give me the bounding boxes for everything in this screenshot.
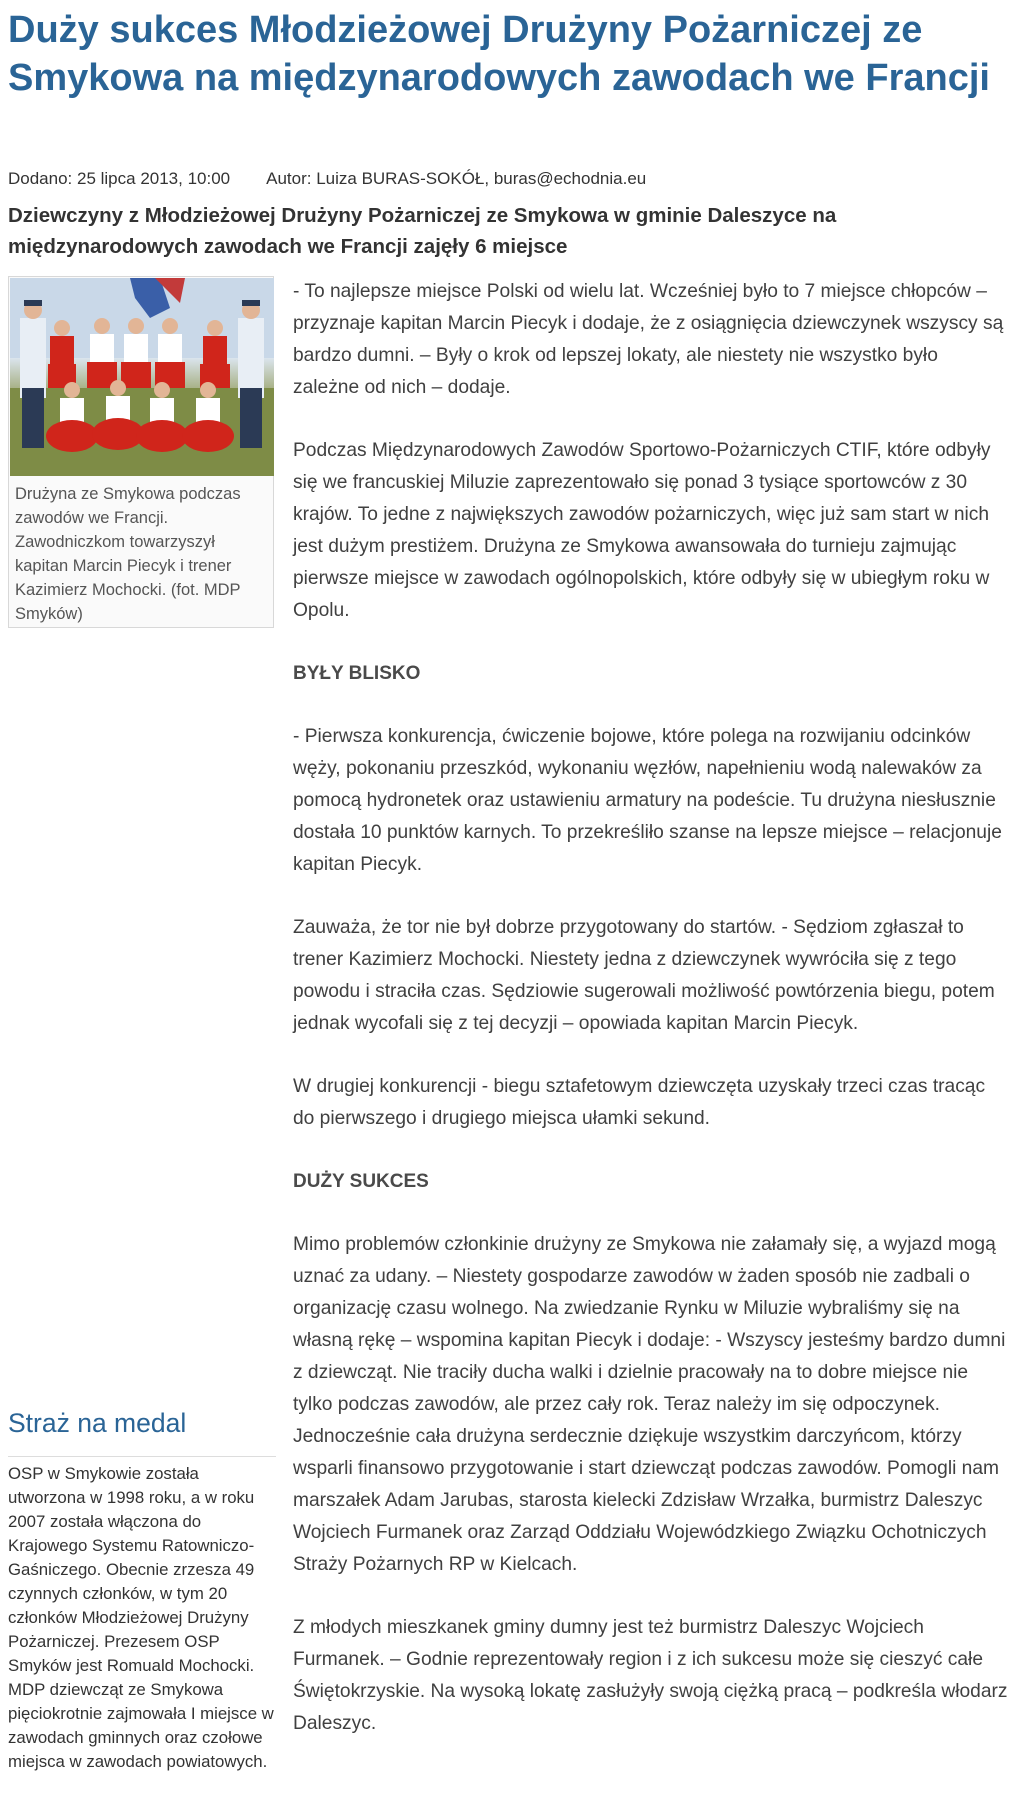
section-heading: BYŁY BLISKO [293, 663, 421, 684]
section-heading: DUŻY SUKCES [293, 1171, 429, 1192]
sidebar-divider [8, 1456, 276, 1457]
article-meta [8, 169, 1008, 189]
article-paragraph: Mimo problemów członkinie drużyny ze Smykowa nie załamały się, a wyjazd mogą uznać za udany. – Niestety gospodarze zawodów w żaden sposób nie zadbali o organizację czasu wolnego. Na zwiedzanie Rynku w Miluzie wybraliśmy się na własną rękę – wspomina kapitan Piecyk i dodaje: - Wszyscy jesteśmy bardzo dumni z dziewcząt. Nie traciły ducha walki i dzielnie pracowały na to dobre miejsce nie tylko podczas zawodów, ale przez cały rok. Teraz należy im się odpoczynek. Jednocześnie cała drużyna serdecznie dziękuje wszystkim darczyńcom, którzy wsparli finansowo przygotowanie i start dziewcząt podczas zawodów. Pomogli nam marszałek Adam Jarubas, starosta kielecki Zdzisław Wrzałka, burmistrz Daleszyc Wojciech Furmanek oraz Zarząd Oddziału Wojewódzkiego Związku Ochotniczych Straży Pożarnych RP w Kielcach. [293, 1234, 1006, 1575]
sidebar-text: OSP w Smykowie została utworzona w 1998 roku, a w roku 2007 została włączona do Krajowego Systemu Ratowniczo-Gaśniczego. Obecnie zrzesza 49 czynnych członków, w tym 20 członków Młodzieżowej Drużyny Pożarniczej. Prezesem OSP Smyków jest Romuald Mochocki. MDP dziewcząt ze Smykowa pięciokrotnie zajmowała I miejsce w zawodach gminnych oraz czołowe miejsca w zawodach powiatowych. [8, 1464, 274, 1771]
article-paragraph: Zauważa, że tor nie był dobrze przygotowany do startów. - Sędziom zgłaszał to trener Kazimierz Mochocki. Niestety jedna z dziewczynek wywróciła się z tego powodu i straciła czas. Sędziowie sugerowali możliwość powtórzenia biegu, potem jednak wycofali się z tej decyzji – opowiada kapitan Marcin Piecyk. [293, 917, 995, 1034]
article-paragraph: Podczas Międzynarodowych Zawodów Sportowo-Pożarniczych CTIF, które odbyły się we francuskiej Miluzie zaprezentowało się ponad 3 tysiące sportowców z 30 krajów. To jedne z największych zawodów pożarniczych, więc już sam start w nich jest dużym prestiżem. Drużyna ze Smykowa awansowała do turnieju zajmując pierwsze miejsce w zawodach ogólnopolskich, które odbyły się w ubiegłym roku w Opolu. [293, 440, 991, 621]
sidebar-title: Straż na medal [8, 1408, 187, 1438]
photo-figure [8, 276, 274, 628]
photo-caption: Drużyna ze Smykowa podczas zawodów we Francji. Zawodniczkom towarzyszył kapitan Marcin Piecyk i trener Kazimierz Mochocki. (fot. MDP Smyków) [15, 485, 241, 623]
team-photo-illustration [10, 278, 274, 476]
team-photo[interactable] [10, 278, 274, 476]
article-lead: Dziewczyny z Młodzieżowej Drużyny Pożarniczej ze Smykowa w gminie Daleszyce na międzynarodowych zawodach we Francji zajęły 6 miejsce [8, 204, 837, 258]
article-body [293, 276, 1008, 1771]
author-line[interactable]: Autor: Luiza BURAS-SOKÓŁ, buras@echodnia.eu [266, 169, 647, 188]
article-paragraph: - To najlepsze miejsce Polski od wielu lat. Wcześniej było to 7 miejsce chłopców – przyznaje kapitan Marcin Piecyk i dodaje, że z osiągnięcia dziewczynek wszyscy są bardzo dumni. – Były o krok od lepszej lokaty, ale niestety nie wszystko było zależne od nich – dodaje. [293, 281, 1004, 398]
publish-date: Dodano: 25 lipca 2013, 10:00 [8, 169, 231, 188]
article-paragraph: Z młodych mieszkanek gminy dumny jest też burmistrz Daleszyc Wojciech Furmanek. – Godnie reprezentowały region i z ich sukcesu może się cieszyć całe Świętokrzyskie. Na wysoką lokatę zasłużyły swoją ciężką pracą – podkreśla włodarz Daleszyc. [293, 1617, 1008, 1734]
article-paragraph: W drugiej konkurencji - biegu sztafetowym dziewczęta uzyskały trzeci czas tracąc do pierwszego i drugiego miejsca ułamki sekund. [293, 1076, 986, 1129]
article-paragraph: - Pierwsza konkurencja, ćwiczenie bojowe, które polega na rozwijaniu odcinków węży, pokonaniu przeszkód, wykonaniu węzłów, napełnieniu wodą nalewaków za pomocą hydronetek oraz ustawieniu armatury na podeście. Tu drużyna niesłusznie dostała 10 punktów karnych. To przekreśliło szanse na lepsze miejsce – relacjonuje kapitan Piecyk. [293, 726, 1002, 875]
article-headline: Duży sukces Młodzieżowej Drużyny Pożarniczej ze Smykowa na międzynarodowych zawodach we Francji [8, 9, 990, 99]
